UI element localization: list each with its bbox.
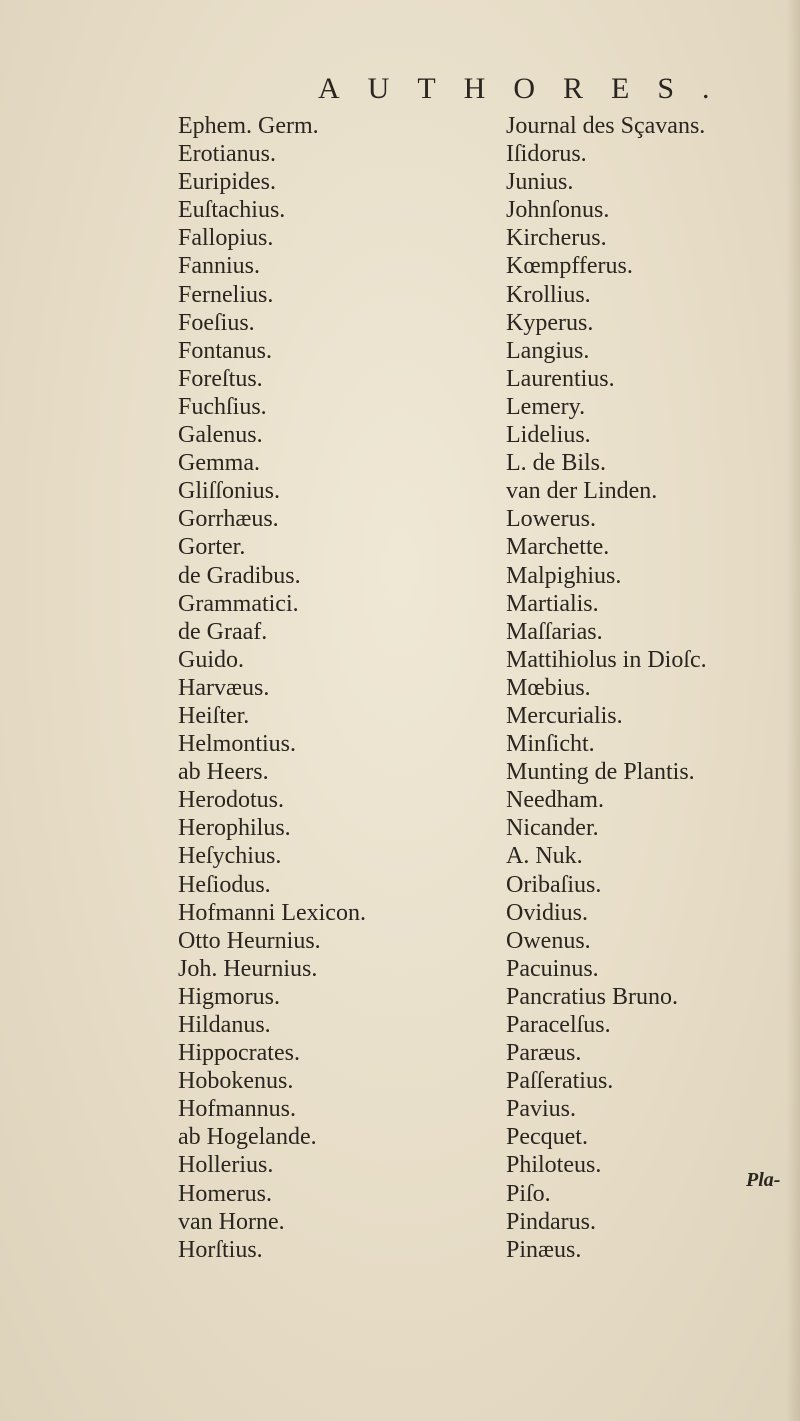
author-entry: van der Linden. bbox=[506, 478, 658, 505]
author-entry: Helmontius. bbox=[178, 731, 296, 758]
author-entry: Paſſeratius. bbox=[506, 1068, 614, 1095]
author-entry: Pindarus. bbox=[506, 1208, 596, 1235]
author-entry: Laurentius. bbox=[506, 365, 615, 392]
author-entry: Fuchſius. bbox=[178, 393, 267, 420]
author-entry: Homerus. bbox=[178, 1180, 272, 1207]
author-entry: Minſicht. bbox=[506, 731, 595, 758]
author-entry: Marchette. bbox=[506, 534, 610, 561]
author-entry: Foeſius. bbox=[178, 309, 255, 336]
author-entry: Malpighius. bbox=[506, 562, 622, 589]
author-entry: L. de Bils. bbox=[506, 450, 606, 477]
author-entry: Gemma. bbox=[178, 450, 260, 477]
author-entry: Owenus. bbox=[506, 927, 591, 954]
author-entry: Gorter. bbox=[178, 534, 246, 561]
author-entry: Piſo. bbox=[506, 1180, 551, 1207]
author-entry: Euſtachius. bbox=[178, 197, 286, 224]
catchword: Pla- bbox=[746, 1169, 781, 1191]
author-entry: Euripides. bbox=[178, 169, 276, 196]
author-entry: Mercurialis. bbox=[506, 702, 623, 729]
author-entry: Pavius. bbox=[506, 1096, 577, 1123]
author-entry: Galenus. bbox=[178, 422, 263, 449]
author-entry: Pacuinus. bbox=[506, 955, 599, 982]
author-entry: Horſtius. bbox=[178, 1236, 263, 1263]
author-entry: Munting de Plantis. bbox=[506, 759, 695, 786]
author-entry: Grammatici. bbox=[178, 590, 299, 617]
authors-left-column bbox=[178, 112, 366, 1264]
author-entry: Pinæus. bbox=[506, 1236, 582, 1263]
author-entry: Higmorus. bbox=[178, 983, 280, 1010]
author-entry: Fontanus. bbox=[178, 337, 273, 364]
author-entry: Paræus. bbox=[506, 1040, 582, 1067]
author-entry: Krollius. bbox=[506, 281, 591, 308]
page-edge-shadow bbox=[786, 0, 800, 1421]
authors-right-column bbox=[506, 112, 707, 1264]
author-entry: Mœbius. bbox=[506, 674, 591, 701]
author-entry: Gliſſonius. bbox=[178, 478, 281, 505]
author-entry: Mattihiolus in Dioſc. bbox=[506, 646, 707, 673]
author-entry: Langius. bbox=[506, 337, 590, 364]
author-entry: Joh. Heurnius. bbox=[178, 955, 318, 982]
author-entry: Oribaſius. bbox=[506, 871, 602, 898]
author-entry: Foreſtus. bbox=[178, 365, 263, 392]
author-entry: Junius. bbox=[506, 169, 574, 196]
author-entry: Martialis. bbox=[506, 590, 599, 617]
author-entry: Hofmannus. bbox=[178, 1096, 296, 1123]
author-entry: Fernelius. bbox=[178, 281, 274, 308]
author-entry: Heſychius. bbox=[178, 843, 282, 870]
author-entry: Heiſter. bbox=[178, 702, 250, 729]
author-entry: de Gradibus. bbox=[178, 562, 301, 589]
author-entry: Hofmanni Lexicon. bbox=[178, 899, 366, 926]
author-entry: Hobokenus. bbox=[178, 1068, 294, 1095]
author-entry: Pancratius Bruno. bbox=[506, 983, 678, 1010]
author-entry: Johnſonus. bbox=[506, 197, 610, 224]
author-entry: Fannius. bbox=[178, 253, 261, 280]
author-entry: Herophilus. bbox=[178, 815, 291, 842]
author-entry: Heſiodus. bbox=[178, 871, 271, 898]
author-entry: de Graaf. bbox=[178, 618, 268, 645]
author-entry: Pecquet. bbox=[506, 1124, 588, 1151]
page-heading: AUTHORES. bbox=[318, 72, 738, 105]
author-entry: A. Nuk. bbox=[506, 843, 583, 870]
author-entry: Needham. bbox=[506, 787, 604, 814]
author-entry: Philoteus. bbox=[506, 1152, 602, 1179]
author-entry: Gorrhæus. bbox=[178, 506, 279, 533]
author-entry: Maſſarias. bbox=[506, 618, 603, 645]
author-entry: Paracelſus. bbox=[506, 1012, 611, 1038]
author-entry: Herodotus. bbox=[178, 787, 284, 814]
author-entry: Ephem. Germ. bbox=[178, 113, 319, 139]
author-entry: Journal des Sçavans. bbox=[506, 113, 706, 139]
author-entry: ab Hogelande. bbox=[178, 1124, 317, 1151]
author-entry: Otto Heurnius. bbox=[178, 927, 321, 954]
author-entry: Kyperus. bbox=[506, 309, 594, 336]
author-entry: Hippocrates. bbox=[178, 1040, 300, 1067]
author-entry: Kœmpfferus. bbox=[506, 253, 633, 280]
author-entry: ab Heers. bbox=[178, 759, 269, 786]
author-entry: Erotianus. bbox=[178, 141, 276, 168]
author-entry: Harvæus. bbox=[178, 674, 270, 701]
author-entry: Guido. bbox=[178, 646, 244, 673]
author-entry: Kircherus. bbox=[506, 225, 607, 252]
author-entry: Nicander. bbox=[506, 815, 599, 842]
author-entry: Lowerus. bbox=[506, 506, 596, 533]
author-entry: Ovidius. bbox=[506, 899, 589, 926]
author-entry: Hollerius. bbox=[178, 1152, 274, 1179]
author-entry: Lidelius. bbox=[506, 422, 591, 449]
author-entry: Fallopius. bbox=[178, 225, 274, 252]
author-entry: Hildanus. bbox=[178, 1012, 271, 1038]
author-entry: Lemery. bbox=[506, 393, 586, 420]
author-entry: van Horne. bbox=[178, 1208, 285, 1235]
author-entry: Iſidorus. bbox=[506, 141, 587, 168]
